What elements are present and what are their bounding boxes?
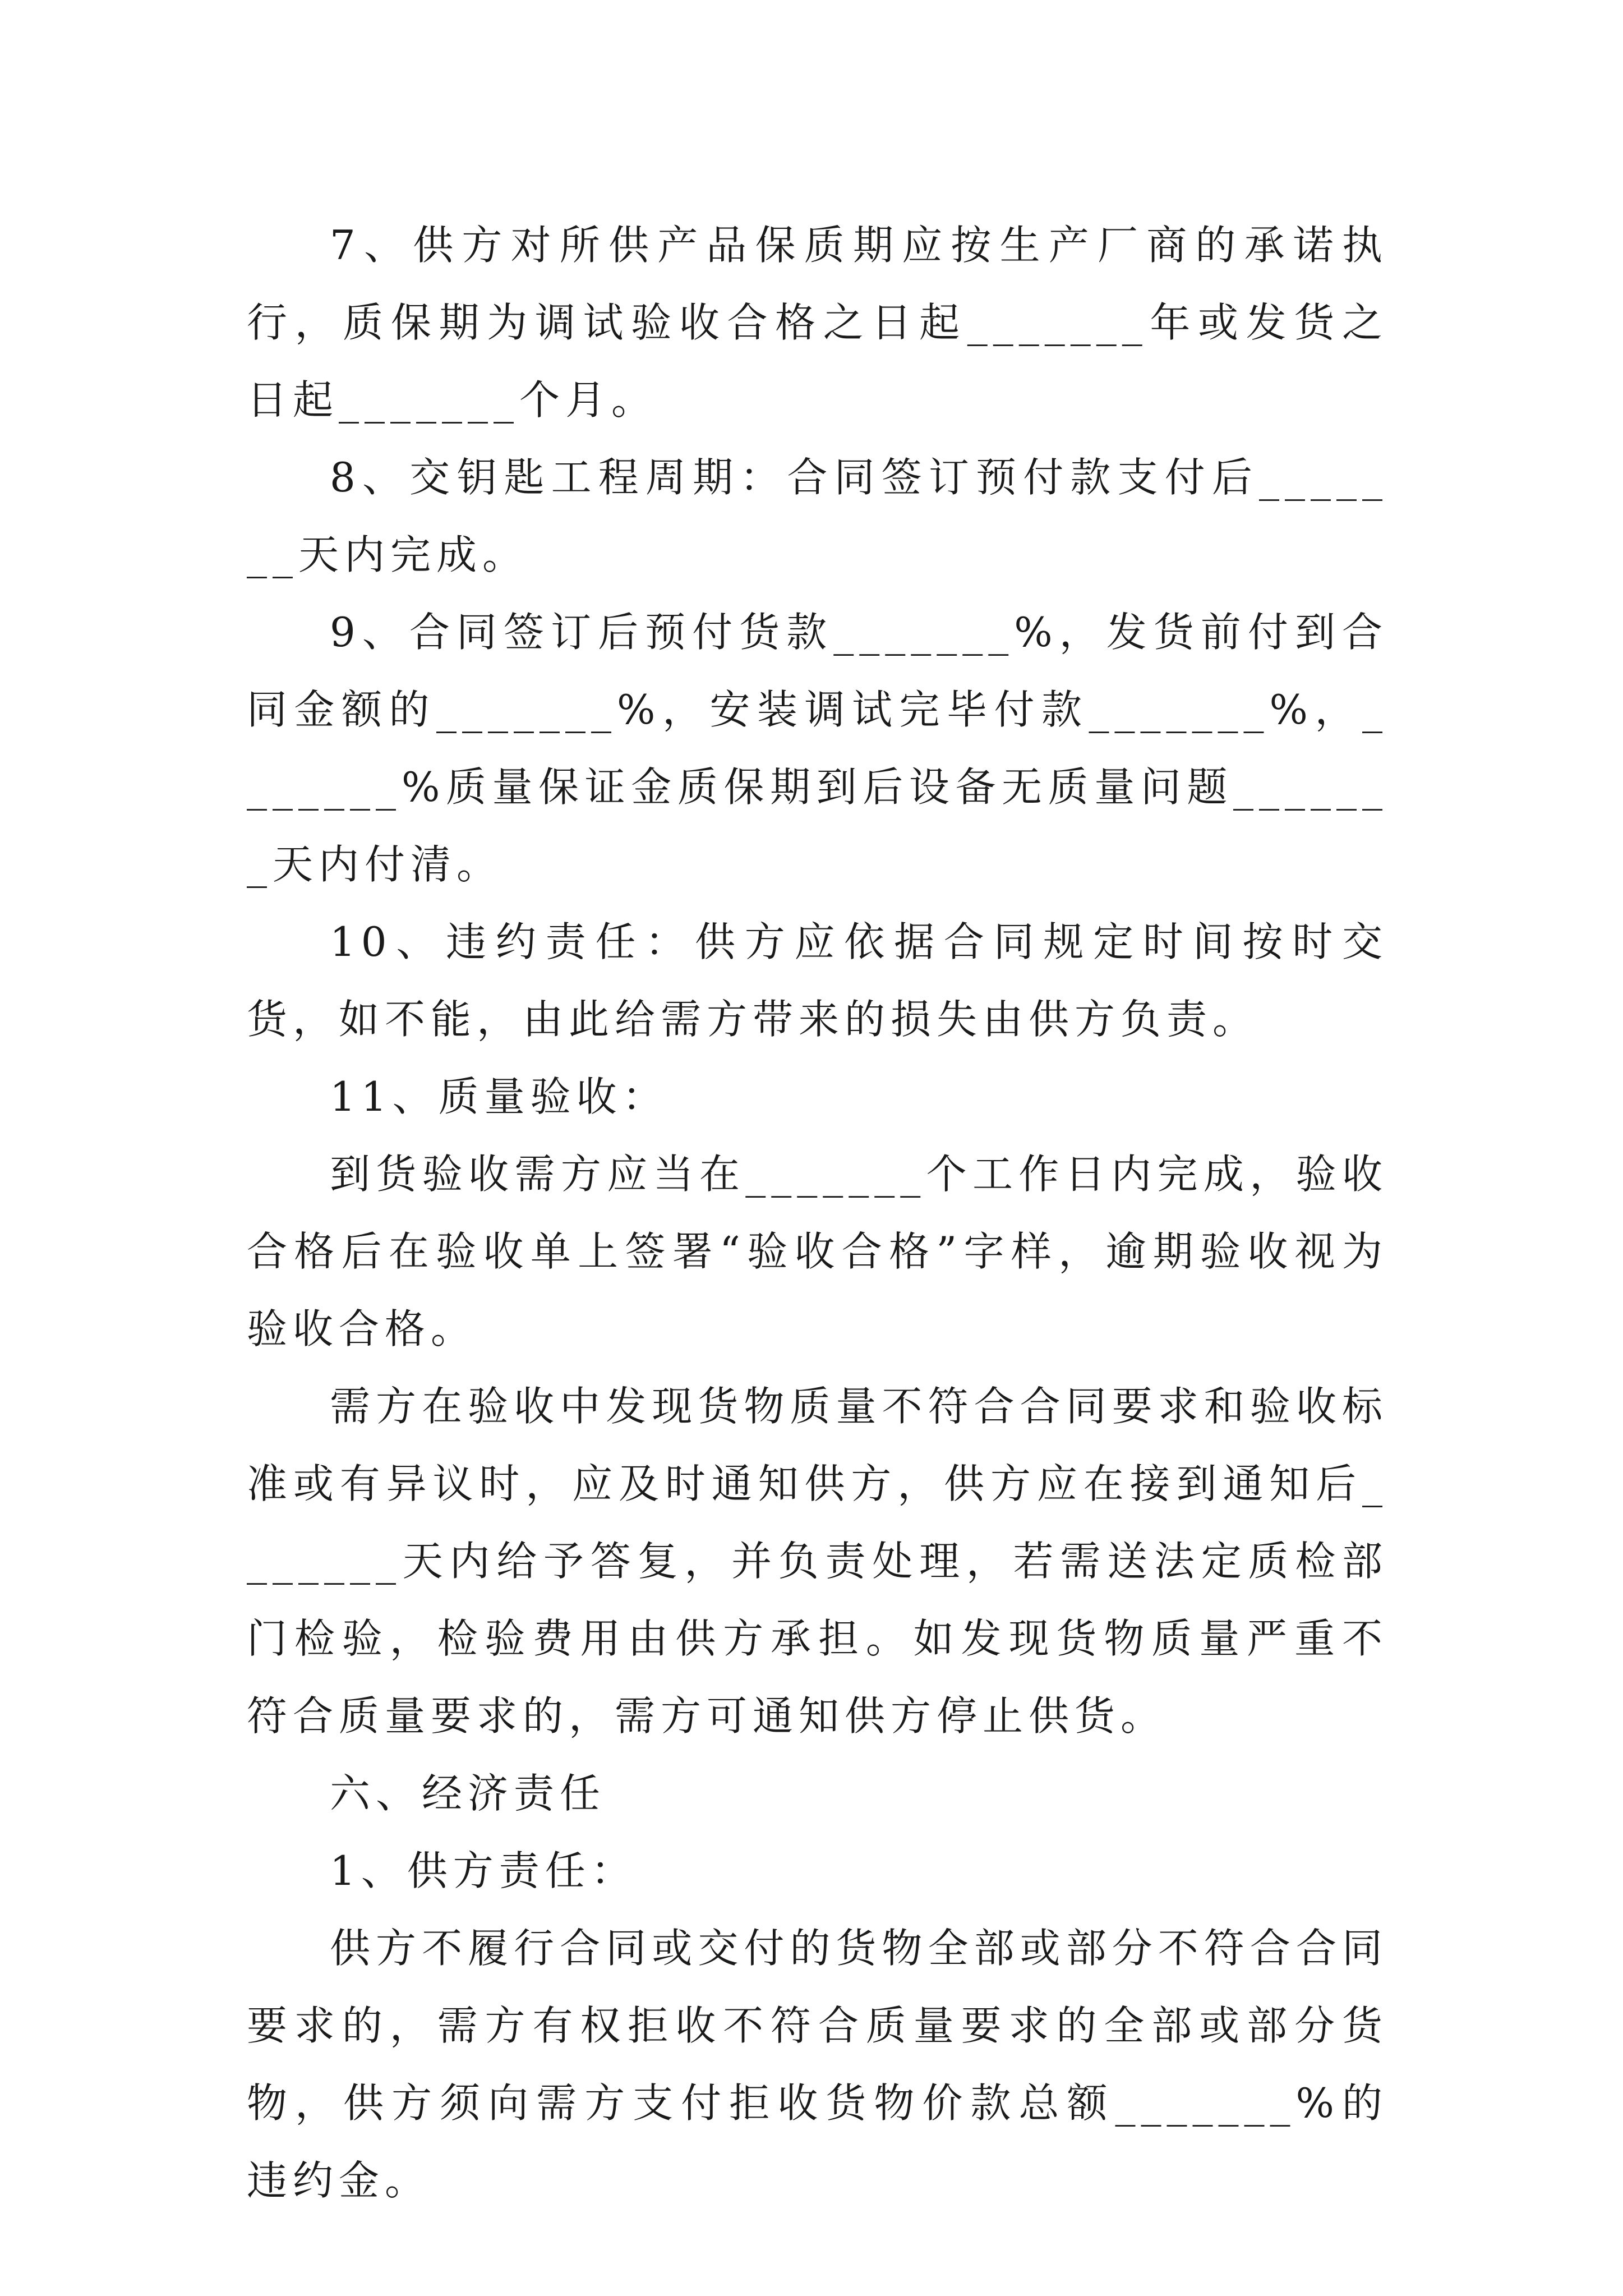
section-6-heading: 六、经济责任 [330, 1770, 606, 1817]
clause-9-payment-terms: 9、合同签订后预付货款_______%，发货前付到合同金额的_______%，安装调试完毕付款_______%，_______%质量保证金质保期到后设备无质量问题_______天内付清。 [247, 609, 1388, 888]
clause-11-heading: 11、质量验收： [330, 1073, 668, 1120]
acceptance-paragraph: 到货验收需方应当在_______个工作日内完成，验收合格后在验收单上签署“验收合格”字样，逾期验收视为验收合格。 [247, 1151, 1388, 1352]
supplier-responsibility-heading: 1、供方责任： [330, 1847, 637, 1894]
supplier-responsibility-paragraph: 供方不履行合同或交付的货物全部或部分不符合合同要求的，需方有权拒收不符合质量要求的全部或部分货物，供方须向需方支付拒收货物价款总额_______%的违约金。 [247, 1925, 1388, 2204]
clause-7-warranty: 7、供方对所供产品保质期应按生产厂商的承诺执行，质保期为调试验收合格之日起_______年或发货之日起_______个月。 [247, 222, 1388, 424]
clause-8-project-period: 8、交钥匙工程周期：合同签订预付款支付后_______天内完成。 [247, 454, 1388, 578]
quality-dispute-paragraph: 需方在验收中发现货物质量不符合合同要求和验收标准或有异议时，应及时通知供方，供方应在接到通知后_______天内给予答复，并负责处理，若需送法定质检部门检验，检验费用由供方承担。如发现货物质量严重不符合质量要求的，需方可通知供方停止供货。 [247, 1383, 1388, 1740]
document-body [247, 206, 1388, 2219]
clause-10-liability: 10、违约责任：供方应依据合同规定时间按时交货，如不能，由此给需方带来的损失由供方负责。 [247, 918, 1388, 1043]
